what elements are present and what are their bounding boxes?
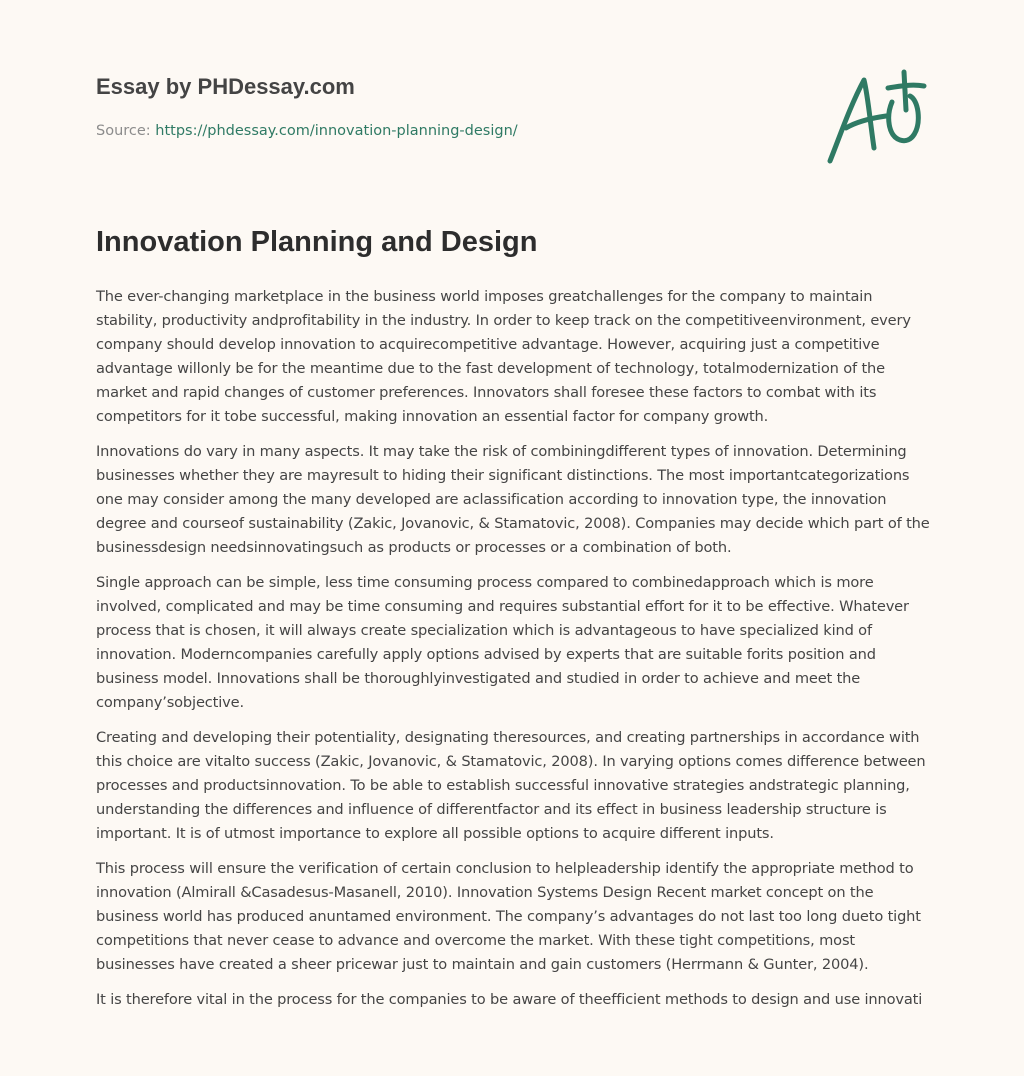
site-title: Essay by PHDessay.com: [96, 74, 355, 99]
source-line: [96, 123, 518, 139]
article-paragraph: This process will ensure the verification of certain conclusion to helpleadership identify the appropriate method to innovation (Almirall &Casadesus-Masanell, 2010). Innovation Systems Design Recent market concept on the business world has produced anuntamed environment. The company’s advantages do not last too long dueto tight competitions that never cease to advance and overcome the market. With these tight competitions, most businesses have created a sheer pricewar just to maintain and gain customers (Herrmann & Gunter, 2004).: [96, 860, 921, 973]
article-paragraph: Creating and developing their potentiality, designating theresources, and creating partnerships in accordance with this choice are vitalto success (Zakic, Jovanovic, & Stamatovic, 2008). In varying options comes difference between processes and productsinnovation. To be able to establish successful innovative strategies andstrategic planning, understanding the differences and influence of differentfactor and its effect in business leadership structure is important. It is of utmost importance to explore all possible options to acquire different inputs.: [96, 729, 926, 842]
article-paragraph: It is therefore vital in the process for the companies to be aware of theefficient methods to design and use innovati: [96, 991, 923, 1008]
source-label: Source:: [96, 123, 151, 139]
article-body: [96, 285, 930, 1023]
article-title: Innovation Planning and Design: [96, 226, 538, 258]
article-paragraph: Single approach can be simple, less time consuming process compared to combinedapproach which is more involved, complicated and may be time consuming and requires substantial effort for it to be effective. Whatever process that is chosen, it will always create specialization which is advantageous to have specialized kind of innovation. Moderncompanies carefully apply options advised by experts that are suitable forits position and business model. Innovations shall be thoroughlyinvestigated and studied in order to achieve and meet the company’sobjective.: [96, 574, 909, 711]
a-plus-grade-icon: [820, 66, 930, 166]
article-paragraph: The ever-changing marketplace in the business world imposes greatchallenges for the company to maintain stability, productivity andprofitability in the industry. In order to keep track on the competitiveenvironment, every company should develop innovation to acquirecompetitive advantage. However, acquiring just a competitive advantage willonly be for the meantime due to the fast development of technology, totalmodernization of the market and rapid changes of customer preferences. Innovators shall foresee these factors to combat with its competitors for it tobe successful, making innovation an essential factor for company growth.: [96, 288, 911, 425]
source-link[interactable]: https://phdessay.com/innovation-planning-design/: [155, 123, 518, 139]
article-paragraph: Innovations do vary in many aspects. It may take the risk of combiningdifferent types of innovation. Determining businesses whether they are mayresult to hiding their significant distinctions. The most importantcategorizations one may consider among the many developed are aclassification according to innovation type, the innovation degree and courseof sustainability (Zakic, Jovanovic, & Stamatovic, 2008). Companies may decide which part of the businessdesign needsinnovatingsuch as products or processes or a combination of both.: [96, 443, 930, 556]
